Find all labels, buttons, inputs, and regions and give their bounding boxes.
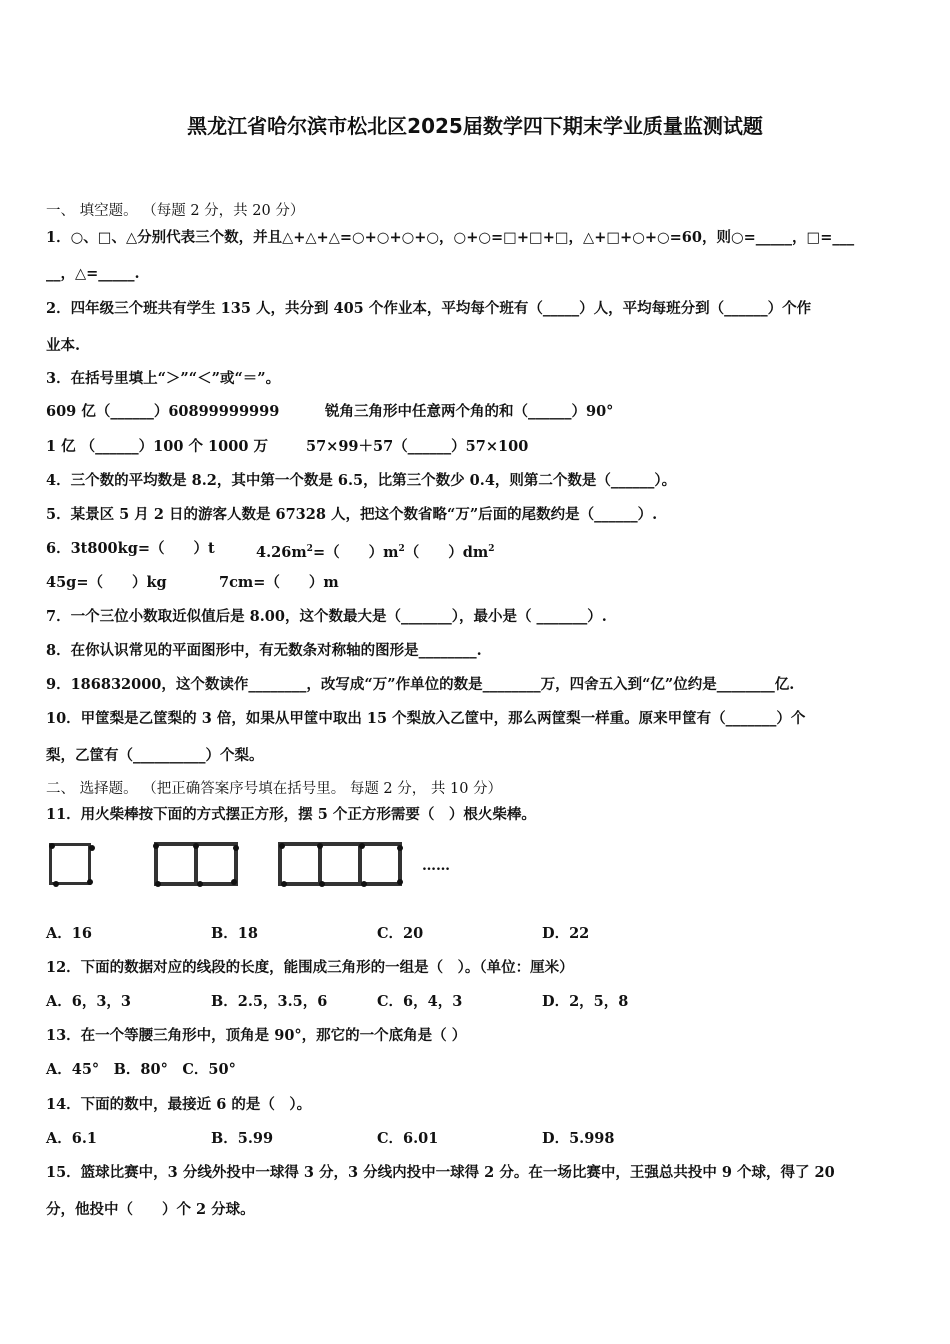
question-12-stem: 12．下面的数据对应的线段的长度，能围成三角形的一组是（ ）。（单位：厘米） (46, 959, 574, 976)
question-13-stem: 13．在一个等腰三角形中，顶角是 90°，那它的一个底角是（ ） (46, 1027, 467, 1044)
question-3-item-c: 1 亿 （______）100 个 1000 万 (46, 438, 268, 455)
question-6-item-b (256, 539, 494, 563)
question-8: 8．在你认识常见的平面图形中，有无数条对称轴的图形是________. (46, 642, 482, 659)
q6-b-mid: =（ ）m (312, 544, 399, 561)
question-4: 4．三个数的平均数是 8.2，其中第一个数是 6.5，比第三个数少 0.4，则第二个数是（______）。 (46, 472, 677, 489)
question-3-item-a: 609 亿（______）60899999999 (46, 403, 280, 420)
question-15-line-2: 分，他投中（ ）个 2 分球。 (46, 1201, 255, 1218)
question-10-line-1: 10．甲筐梨是乙筐梨的 3 倍，如果从甲筐中取出 15 个梨放入乙筐中，那么两筐梨一样重。原来甲筐有（_______）个 (46, 710, 806, 727)
matchstick-squares-figure (44, 834, 464, 894)
question-11-option-b[interactable]: B．18 (211, 925, 258, 942)
question-11-option-a[interactable]: A．16 (46, 925, 92, 942)
question-15-line-1: 15．篮球比赛中，3 分线外投中一球得 3 分，3 分线内投中一球得 2 分。在一场比赛中，王强总共投中 9 个球，得了 20 (46, 1164, 835, 1181)
q6-b-sup-1: 2 (306, 544, 313, 554)
question-6-item-a: 6．3t800kg=（ ）t (46, 540, 215, 557)
question-3-item-d: 57×99＋57（______）57×100 (306, 438, 529, 455)
q6-b-sup-3: 2 (488, 544, 495, 554)
question-14-option-c[interactable]: C．6.01 (377, 1130, 439, 1147)
question-12-option-c[interactable]: C．6，4，3 (377, 993, 463, 1010)
page-title: 黑龙江省哈尔滨市松北区2025届数学四下期末学业质量监测试题 (187, 114, 763, 138)
question-11-stem: 11．用火柴棒按下面的方式摆正方形，摆 5 个正方形需要（ ）根火柴棒。 (46, 806, 536, 823)
question-13-options[interactable]: A．45° B．80° C．50° (46, 1061, 236, 1078)
question-14-option-d[interactable]: D．5.998 (542, 1130, 615, 1147)
question-2-line-1: 2．四年级三个班共有学生 135 人，共分到 405 个作业本，平均每个班有（_____）人，平均每班分到（______）个作 (46, 300, 812, 317)
q6-b-pre: 4.26m (256, 544, 307, 561)
question-10-line-2: 梨，乙筐有（__________）个梨。 (46, 747, 264, 764)
section-2-heading: 二、 选择题。 （把正确答案序号填在括号里。 每题 2 分， 共 10 分） (46, 781, 503, 797)
matchstick-pattern-3 (280, 844, 400, 884)
matchstick-ellipsis: …… (422, 858, 450, 874)
q6-b-post: （ ）dm (404, 544, 489, 561)
q6-b-sup-2: 2 (398, 544, 405, 554)
question-3-item-b: 锐角三角形中任意两个角的和（______）90° (325, 403, 614, 420)
question-1-line-1: 1．○、□、△分别代表三个数，并且△+△+△=○+○+○+○，○+○=□+□+□，△+□+○+○=60，则○=_____，□=___ (46, 229, 855, 246)
question-12-option-a[interactable]: A．6，3，3 (46, 993, 132, 1010)
question-11-option-c[interactable]: C．20 (377, 925, 424, 942)
question-14-stem: 14．下面的数中，最接近 6 的是（ ）。 (46, 1096, 312, 1113)
question-12-option-b[interactable]: B．2.5，3.5，6 (211, 993, 328, 1010)
question-9: 9．186832000，这个数读作________，改写成“万”作单位的数是________万，四舍五入到“亿”位约是________亿. (46, 676, 795, 693)
question-6-item-c: 45g=（ ）kg (46, 574, 167, 591)
question-2-line-2: 业本. (46, 337, 81, 354)
question-14-option-b[interactable]: B．5.99 (211, 1130, 274, 1147)
question-14-option-a[interactable]: A．6.1 (46, 1130, 97, 1147)
question-1-line-2: __，△=_____. (46, 265, 140, 282)
question-3-intro: 3．在括号里填上“＞”“＜”或“＝”。 (46, 370, 281, 387)
question-7: 7．一个三位小数取近似值后是 8.00，这个数最大是（_______），最小是（ _______）. (46, 608, 607, 625)
question-11-option-d[interactable]: D．22 (542, 925, 590, 942)
matchstick-heads (49, 843, 403, 887)
question-5: 5．某景区 5 月 2 日的游客人数是 67328 人，把这个数省略“万”后面的尾数约是（______）. (46, 506, 658, 523)
question-6-item-d: 7cm=（ ）m (219, 574, 339, 591)
matchstick-pattern-2 (156, 844, 236, 884)
matchstick-pattern-1 (49, 843, 92, 886)
question-12-option-d[interactable]: D．2，5，8 (542, 993, 629, 1010)
section-1-heading: 一、 填空题。 （每题 2 分，共 20 分） (46, 203, 305, 219)
